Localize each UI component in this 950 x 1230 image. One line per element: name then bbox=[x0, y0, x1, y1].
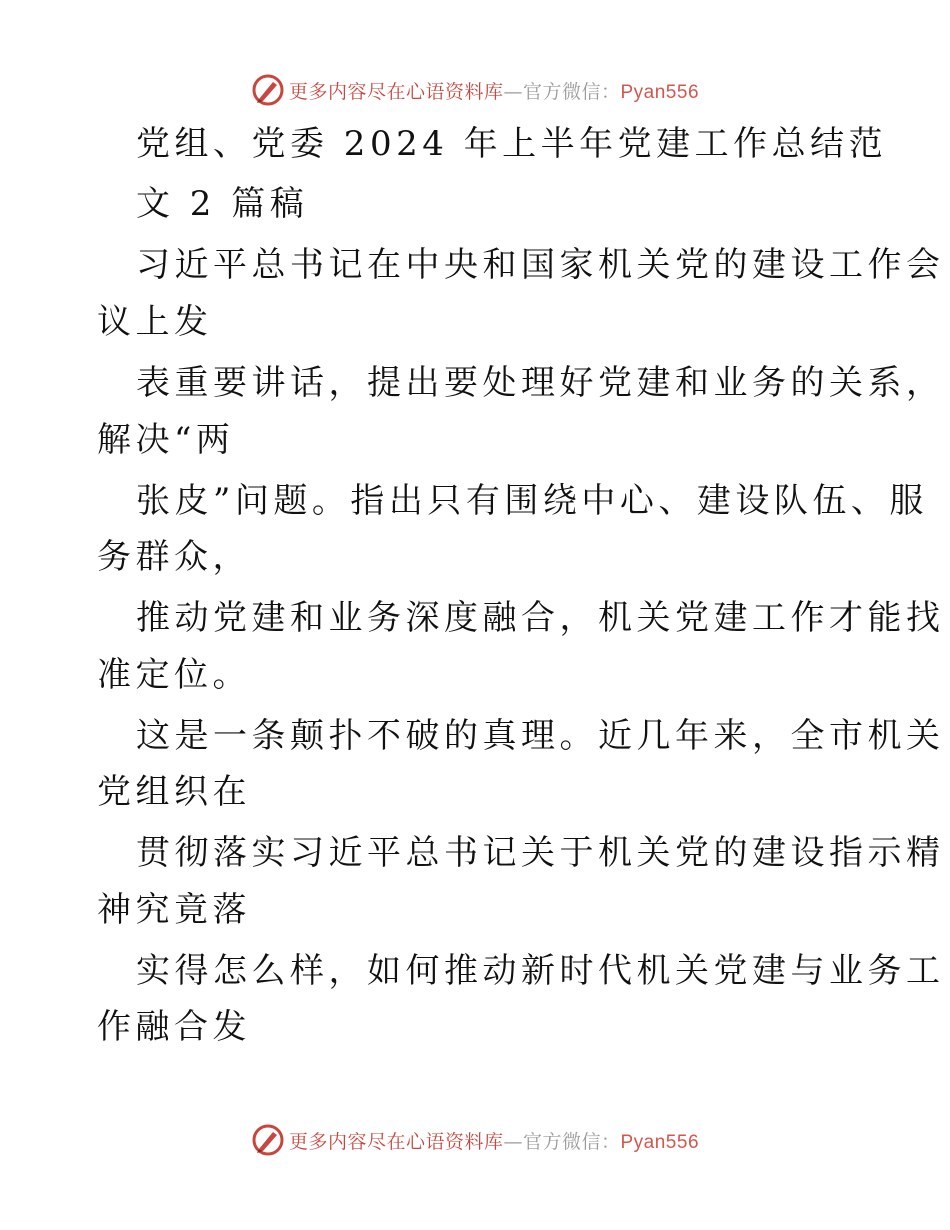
paragraph-line: 解决“两 bbox=[97, 420, 235, 460]
pen-circle-logo-icon bbox=[251, 1123, 285, 1157]
paragraph-line: 习近平总书记在中央和国家机关党的建设工作会 bbox=[136, 245, 945, 285]
document-title-line-2: 文 2 篇稿 bbox=[136, 184, 309, 224]
paragraph-line: 议上发 bbox=[97, 302, 213, 342]
footer-watermark bbox=[0, 1120, 950, 1160]
watermark-wechat-id: Pyan556 bbox=[620, 1131, 700, 1153]
paragraph-line: 准定位。 bbox=[97, 655, 251, 695]
watermark-wechat-label: 官方微信： bbox=[522, 80, 621, 103]
watermark-brand-text: 更多内容尽在心语资料库 bbox=[288, 80, 504, 103]
paragraph-line: 推动党建和业务深度融合，机关党建工作才能找 bbox=[136, 598, 945, 638]
document-title-line-1: 党组、党委 2024 年上半年党建工作总结范 bbox=[136, 124, 888, 164]
paragraph-line: 作融合发 bbox=[97, 1007, 251, 1047]
pen-circle-logo-icon bbox=[251, 73, 285, 107]
paragraph-line: 务群众， bbox=[97, 537, 251, 577]
header-watermark bbox=[0, 70, 950, 110]
watermark-wechat-label: 官方微信： bbox=[522, 1130, 621, 1153]
watermark-brand-text: 更多内容尽在心语资料库 bbox=[288, 1130, 504, 1153]
paragraph-line: 张皮”问题。指出只有围绕中心、建设队伍、服 bbox=[136, 481, 928, 521]
paragraph-line: 神究竟落 bbox=[97, 890, 251, 930]
paragraph-line: 这是一条颠扑不破的真理。近几年来，全市机关 bbox=[136, 716, 945, 756]
watermark-dash: — bbox=[503, 1130, 523, 1153]
watermark-wechat-id: Pyan556 bbox=[620, 81, 700, 103]
watermark-dash: — bbox=[503, 80, 523, 103]
paragraph-line: 表重要讲话，提出要处理好党建和业务的关系， bbox=[136, 363, 945, 403]
paragraph-line: 贯彻落实习近平总书记关于机关党的建设指示精 bbox=[136, 833, 945, 873]
paragraph-line: 党组织在 bbox=[97, 772, 251, 812]
paragraph-line: 实得怎么样，如何推动新时代机关党建与业务工 bbox=[136, 951, 945, 991]
